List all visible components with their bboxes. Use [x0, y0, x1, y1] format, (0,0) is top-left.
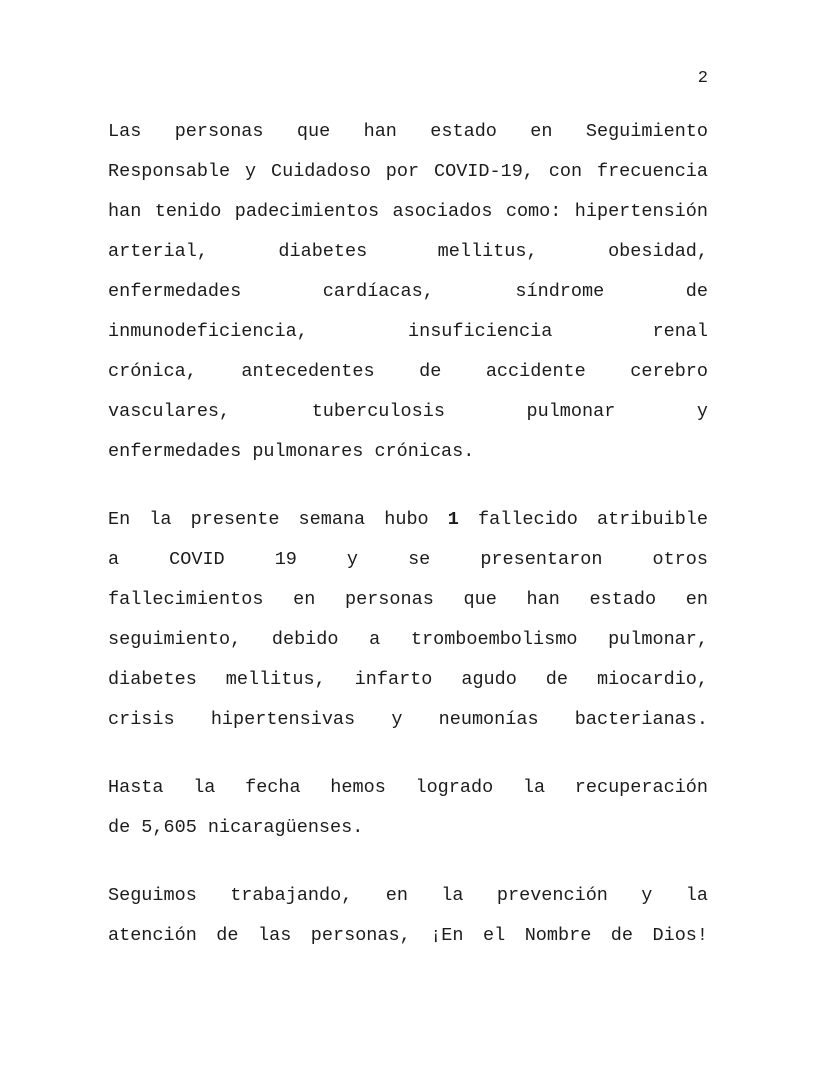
text-segment: enfermedades cardíacas, síndrome de	[108, 281, 708, 302]
text-segment: enfermedades pulmonares crónicas.	[108, 441, 475, 462]
text-line	[108, 112, 708, 152]
bold-text-segment: 1	[447, 509, 459, 530]
text-line	[108, 352, 708, 392]
text-segment: de 5,605 nicaragüenses.	[108, 817, 364, 838]
text-line	[108, 232, 708, 272]
paragraph-padecimientos-asociados	[108, 112, 708, 472]
text-segment: Hasta la fecha hemos logrado la recuperación	[108, 777, 708, 798]
text-segment: fallecido atribuible	[458, 509, 708, 530]
text-line	[108, 620, 708, 660]
text-segment: Seguimos trabajando, en la prevención y la	[108, 885, 708, 906]
text-segment: vasculares, tuberculosis pulmonar y	[108, 401, 708, 422]
text-segment: fallecimientos en personas que han estado en	[108, 589, 708, 610]
text-segment: arterial, diabetes mellitus, obesidad,	[108, 241, 708, 262]
text-segment: crónica, antecedentes de accidente cerebro	[108, 361, 708, 382]
text-line	[108, 152, 708, 192]
paragraph-fallecidos-semana	[108, 500, 708, 740]
text-line	[108, 392, 708, 432]
text-segment: Responsable y Cuidadoso por COVID-19, con frecuencia	[108, 161, 708, 182]
text-line	[108, 916, 708, 956]
text-line	[108, 660, 708, 700]
page-number: 2	[697, 69, 708, 88]
text-line	[108, 192, 708, 232]
text-line	[108, 580, 708, 620]
text-line	[108, 700, 708, 740]
text-line	[108, 540, 708, 580]
text-segment: atención de las personas, ¡En el Nombre de Dios!	[108, 925, 708, 946]
document-body	[108, 112, 708, 984]
text-segment: Las personas que han estado en Seguimiento	[108, 121, 708, 142]
text-segment: seguimiento, debido a tromboembolismo pulmonar,	[108, 629, 708, 650]
text-segment: crisis hipertensivas y neumonías bacterianas.	[108, 709, 708, 730]
text-line	[108, 768, 708, 808]
paragraph-cierre	[108, 876, 708, 956]
text-line	[108, 312, 708, 352]
text-line	[108, 432, 708, 472]
text-segment: diabetes mellitus, infarto agudo de miocardio,	[108, 669, 708, 690]
text-segment: inmunodeficiencia, insuficiencia renal	[108, 321, 708, 342]
text-segment: a COVID 19 y se presentaron otros	[108, 549, 708, 570]
text-segment: En la presente semana hubo	[108, 509, 448, 530]
text-line	[108, 808, 708, 848]
text-line	[108, 876, 708, 916]
paragraph-recuperacion	[108, 768, 708, 848]
text-line	[108, 500, 708, 540]
text-line	[108, 272, 708, 312]
text-segment: han tenido padecimientos asociados como: hipertensión	[108, 201, 708, 222]
